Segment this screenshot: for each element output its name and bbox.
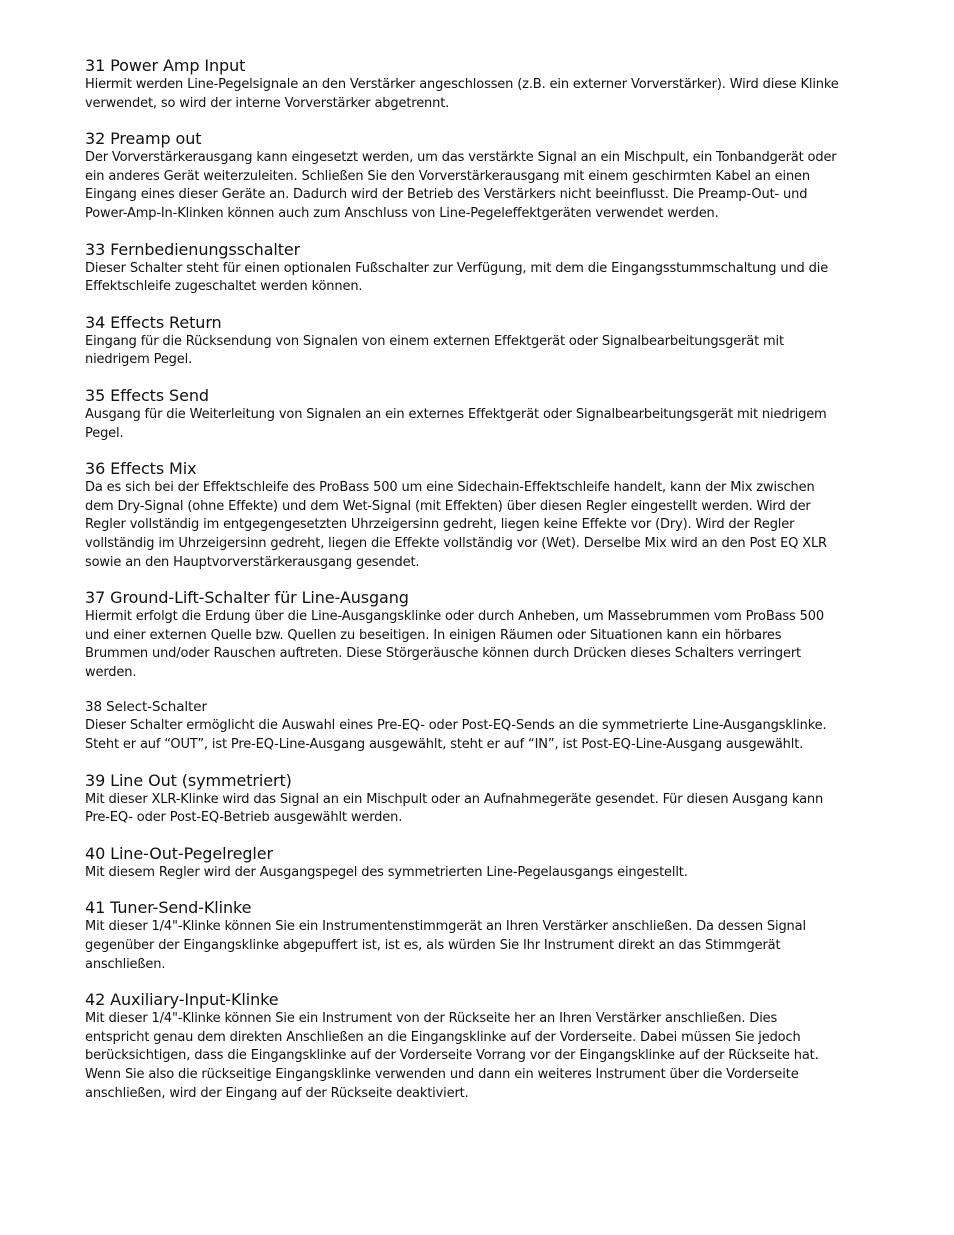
body-line: Mit diesem Regler wird der Ausgangspegel des symmetrierten Line-Pegelausgangs eingestellt.: [85, 864, 688, 880]
body-line: sowie an den Hauptvorverstärkerausgang gesendet.: [85, 554, 420, 570]
body-line: Mit dieser XLR-Klinke wird das Signal an ein Mischpult oder an Aufnahmegeräte gesendet. Für diesen Ausgang kann: [85, 791, 824, 807]
section-body: [85, 717, 875, 754]
section-38-select-schalter: [85, 698, 875, 754]
section-body: [85, 608, 875, 682]
section-body: [85, 333, 875, 370]
body-line: Regler vollständig im entgegengesetzten Uhrzeigersinn gedreht, liegen keine Effekte vor (Dry). Wird der Regler: [85, 517, 795, 533]
section-body: [85, 479, 875, 572]
section-34-effects-return: [85, 312, 875, 370]
body-line: verwendet, so wird der interne Vorverstärker abgetrennt.: [85, 95, 450, 111]
section-33-fernbedienungsschalter: [85, 239, 875, 297]
section-32-preamp-out: [85, 128, 875, 223]
body-line: Pre-EQ- oder Post-EQ-Betrieb ausgewählt werden.: [85, 810, 403, 826]
body-line: niedrigem Pegel.: [85, 352, 193, 368]
body-line: dem Dry-Signal (ohne Effekte) und dem Wet-Signal (mit Effekten) über diesen Regler eingestellt werden. Wird der: [85, 498, 811, 514]
section-41-tuner-send-klinke: [85, 897, 875, 974]
body-line: Hiermit erfolgt die Erdung über die Line-Ausgangsklinke oder durch Anheben, um Massebrummen vom ProBass 500: [85, 609, 825, 625]
section-heading: 31 Power Amp Input: [85, 56, 246, 75]
document-page: [85, 55, 875, 1118]
body-line: Brummen und/oder Rauschen auftreten. Diese Störgeräusche können durch Drücken dieses Schalters verringert: [85, 646, 801, 662]
body-line: Pegel.: [85, 425, 124, 441]
body-line: Hiermit werden Line-Pegelsignale an den Verstärker angeschlossen (z.B. ein externer Vorverstärker). Wird diese Klinke: [85, 77, 839, 92]
body-line: Ausgang für die Weiterleitung von Signalen an ein externes Effektgerät oder Signalbearbeitungsgerät mit niedrigem: [85, 406, 827, 422]
section-heading: 32 Preamp out: [85, 129, 202, 149]
section-42-auxiliary-input-klinke: [85, 989, 875, 1103]
body-line: Wenn Sie also die rückseitige Eingangsklinke verwenden und dann ein weiteres Instrument über die Vorderseite: [85, 1067, 799, 1082]
section-heading: 40 Line-Out-Pegelregler: [85, 843, 273, 863]
body-line: Eingang für die Rücksendung von Signalen von einem externen Effektgerät oder Signalbearbeitungsgerät mit: [85, 333, 784, 349]
body-line: Da es sich bei der Effektschleife des ProBass 500 um eine Sidechain-Effektschleife handelt, kann der Mix zwischen: [85, 480, 815, 496]
body-line: berücksichtigen, dass die Eingangsklinke auf der Vorderseite Vorrang vor der Eingangsklinke auf der Rückseite hat.: [85, 1048, 819, 1064]
section-heading: 42 Auxiliary-Input-Klinke: [85, 990, 279, 1010]
section-39-line-out: [85, 770, 875, 828]
body-line: Eingang eines dieser Geräte an. Dadurch wird der Betrieb des Verstärkers nicht beeinflusst. Die Preamp-Out- und: [85, 187, 808, 203]
section-heading: 35 Effects Send: [85, 385, 209, 405]
body-line: anschließen, wird der Eingang auf der Rückseite deaktiviert.: [85, 1085, 469, 1101]
section-heading: 36 Effects Mix: [85, 459, 197, 479]
section-heading: 39 Line Out (symmetriert): [85, 770, 292, 790]
section-body: [85, 76, 875, 113]
section-body: [85, 918, 875, 974]
body-line: Steht er auf “OUT”, ist Pre-EQ-Line-Ausgang ausgewählt, steht er auf “IN”, ist Post-EQ-Line-Ausgang ausgewählt.: [85, 737, 804, 753]
section-heading: 41 Tuner-Send-Klinke: [85, 898, 252, 918]
section-37-ground-lift-schalter: [85, 587, 875, 682]
section-body: [85, 149, 875, 223]
body-line: anschließen.: [85, 956, 166, 972]
body-line: Effektschleife zugeschaltet werden können.: [85, 279, 363, 295]
section-heading: 38 Select-Schalter: [85, 699, 207, 716]
body-line: entspricht genau dem direkten Anschließen an die Eingangsklinke auf der Vorderseite. Dabei müssen Sie jedoch: [85, 1029, 801, 1045]
body-line: gegenüber der Eingangsklinke abgepuffert ist, ist es, als würden Sie Ihr Instrument direkt an das Stimmgerät: [85, 938, 781, 954]
section-35-effects-send: [85, 385, 875, 443]
body-line: Dieser Schalter steht für einen optionalen Fußschalter zur Verfügung, mit dem die Eingangsstummschaltung und die: [85, 260, 829, 276]
section-body: [85, 791, 875, 828]
body-line: Mit dieser 1/4"-Klinke können Sie ein Instrument von der Rückseite her an Ihren Verstärker anschließen. Dies: [85, 1011, 778, 1027]
body-line: Mit dieser 1/4"-Klinke können Sie ein Instrumentenstimmgerät an Ihren Verstärker anschließen. Da dessen Signal: [85, 919, 806, 935]
section-heading: 34 Effects Return: [85, 312, 222, 332]
section-heading: 33 Fernbedienungsschalter: [85, 239, 301, 259]
body-line: werden.: [85, 664, 137, 680]
section-heading: 37 Ground-Lift-Schalter für Line-Ausgang: [85, 588, 409, 608]
body-line: Power-Amp-In-Klinken können auch zum Anschluss von Line-Pegeleffektgeräten verwendet werden.: [85, 205, 719, 221]
body-line: Der Vorverstärkerausgang kann eingesetzt werden, um das verstärkte Signal an ein Mischpult, ein Tonbandgerät oder: [85, 150, 837, 166]
body-line: ein anderes Gerät weiterzuleiten. Schließen Sie den Vorverstärkerausgang mit einem geschirmten Kabel an einen: [85, 168, 810, 184]
body-line: vollständig im Uhrzeigersinn gedreht, liegen die Effekte vollständig vor (Wet). Derselbe Mix wird an den Post EQ XLR: [85, 535, 827, 551]
section-body: [85, 406, 875, 443]
section-31-power-amp-input: [85, 55, 875, 113]
body-line: und einer externen Quelle bzw. Quellen zu beseitigen. In einigen Räumen oder Situationen kann ein hörbares: [85, 627, 782, 643]
section-body: [85, 1010, 875, 1103]
section-body: [85, 864, 875, 883]
section-36-effects-mix: [85, 458, 875, 572]
section-40-line-out-pegelregler: [85, 843, 875, 883]
section-body: [85, 260, 875, 297]
body-line: Dieser Schalter ermöglicht die Auswahl eines Pre-EQ- oder Post-EQ-Sends an die symmetrierte Line-Ausgangsklinke.: [85, 718, 827, 734]
